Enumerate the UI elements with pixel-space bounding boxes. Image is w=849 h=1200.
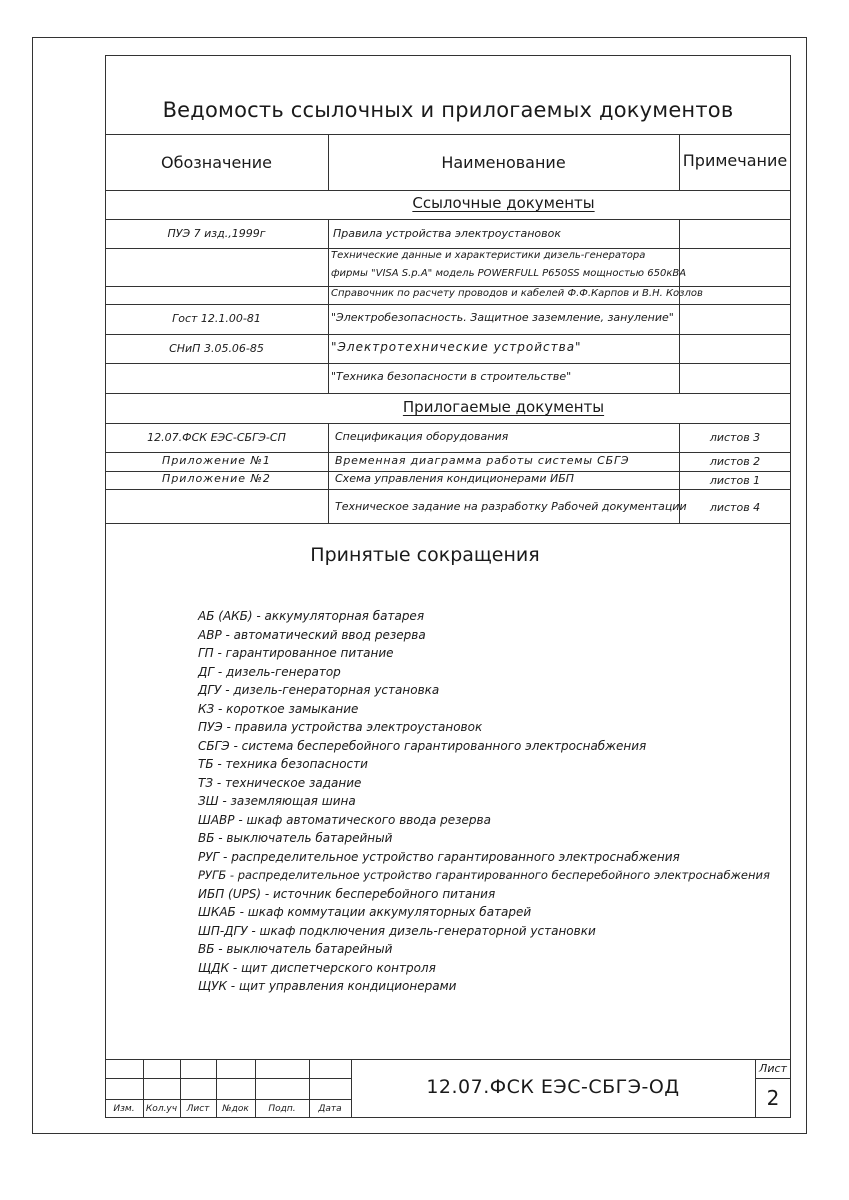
rule-row	[105, 363, 791, 364]
abbreviation-item: ПУЭ - правила устройства электроустановок	[198, 720, 483, 734]
abbreviation-item: ДГ - дизель-генератор	[198, 664, 341, 679]
ref-row-2-name-line1: Технические данные и характеристики дизель-генератора	[331, 250, 646, 261]
stamp-top-rule	[105, 1059, 791, 1060]
abbreviation-item: ИБП (UPS) - источник бесперебойного питания	[198, 886, 496, 901]
abbreviation-item: ТБ - техника безопасности	[198, 757, 368, 771]
column-header-note: Примечание	[682, 151, 788, 170]
section-referenced-documents: Ссылочные документы	[412, 194, 595, 212]
stamp-label-change: Изм.	[113, 1104, 135, 1114]
abbreviation-item: ЗШ - заземляющая шина	[198, 794, 356, 808]
att-row-3-name: Схема управления кондиционерами ИБП	[335, 472, 575, 485]
stamp-label-date: Дата	[318, 1104, 342, 1114]
section-attached-documents: Прилогаемые документы	[402, 398, 605, 416]
att-row-3-note: листов 1	[709, 474, 761, 487]
att-row-4-note: листов 4	[709, 501, 761, 514]
sheet-number: 2	[766, 1086, 780, 1110]
att-row-2-designation: Приложение №1	[162, 454, 271, 467]
ref-row-5-designation: СНиП 3.05.06-85	[169, 342, 264, 355]
rule-section1-bottom	[105, 219, 791, 220]
ref-row-1-designation: ПУЭ 7 изд.,1999г	[167, 227, 266, 240]
abbreviation-item: РУГБ - распределительное устройство гарантированного бесперебойного электроснабжения	[198, 868, 770, 882]
rule-row	[105, 393, 791, 394]
att-row-4-name: Техническое задание на разработку Рабочей документации	[335, 500, 687, 513]
column-header-name: Наименование	[441, 153, 566, 172]
rule-row	[105, 452, 791, 453]
rule-row	[105, 489, 791, 490]
abbreviations-list	[198, 607, 770, 996]
abbreviation-item: ШП-ДГУ - шкаф подключения дизель-генераторной установки	[198, 923, 596, 938]
rule-row	[105, 248, 791, 249]
abbreviation-item: СБГЭ - система бесперебойного гарантированного электроснабжения	[198, 738, 647, 753]
stamp-grid-rule	[105, 1078, 351, 1079]
abbreviation-item: ВБ - выключатель батарейный	[198, 831, 393, 845]
abbreviation-item: РУГ - распределительное устройство гарантированного электроснабжения	[198, 849, 680, 864]
col-sep-1	[328, 423, 329, 523]
rule-table-bottom	[105, 523, 791, 524]
abbreviation-item: ВБ - выключатель батарейный	[198, 942, 393, 956]
stamp-label-count: Кол.уч	[145, 1104, 178, 1114]
abbreviation-item: ЩУК - щит управления кондиционерами	[198, 979, 457, 993]
ref-row-6-name: "Техника безопасности в строительстве"	[331, 370, 572, 383]
abbreviation-item: ГП - гарантированное питание	[198, 646, 394, 660]
ref-row-1-name: Правила устройства электроустановок	[333, 227, 561, 240]
att-row-1-note: листов 3	[709, 431, 761, 444]
stamp-grid-rule	[105, 1099, 351, 1100]
abbreviation-item: АВР - автоматический ввод резерва	[198, 627, 426, 642]
abbreviation-item: ДГУ - дизель-генераторная установка	[198, 683, 440, 697]
document-code: 12.07.ФСК ЕЭС-СБГЭ-ОД	[426, 1076, 680, 1098]
ref-row-2-name-line2: фирмы "VISA S.p.A" модель POWERFULL P650SS мощностью 650кВА	[331, 268, 687, 279]
rule-title-bottom	[105, 134, 791, 135]
att-row-2-note: листов 2	[709, 455, 761, 468]
att-row-2-name: Временная диаграмма работы системы СБГЭ	[335, 454, 630, 467]
abbreviation-item: АБ (АКБ) - аккумуляторная батарея	[198, 609, 425, 623]
ref-row-3-name: Справочник по расчету проводов и кабелей Ф.Ф.Карпов и В.Н. Козлов	[331, 288, 703, 299]
abbreviation-item: ТЗ - техническое задание	[198, 775, 362, 790]
abbreviation-item: КЗ - короткое замыкание	[198, 701, 359, 716]
sheet-label: Лист	[759, 1062, 787, 1075]
abbreviation-item: ШКАБ - шкаф коммутации аккумуляторных батарей	[198, 905, 532, 919]
sheet-box-rule	[755, 1078, 791, 1079]
att-row-1-designation: 12.07.ФСК ЕЭС-СБГЭ-СП	[147, 431, 286, 444]
stamp-label-signature: Подп.	[268, 1104, 296, 1114]
att-row-3-designation: Приложение №2	[162, 472, 271, 485]
column-header-designation: Обозначение	[160, 153, 273, 172]
ref-row-5-name: "Электротехнические устройства"	[331, 340, 582, 354]
col-sep-1	[328, 219, 329, 393]
rule-row	[105, 334, 791, 335]
rule-row	[105, 304, 791, 305]
rule-row	[105, 286, 791, 287]
abbreviation-item: ЩДК - щит диспетчерского контроля	[198, 960, 436, 975]
document-title: Ведомость ссылочных и прилогаемых документов	[162, 98, 734, 122]
ref-row-4-name: "Электробезопасность. Защитное заземление, зануление"	[331, 311, 674, 324]
abbreviation-item: ШАВР - шкаф автоматического ввода резерва	[198, 812, 491, 827]
rule-header-bottom	[105, 190, 791, 191]
rule-section2-top	[105, 423, 791, 424]
att-row-1-name: Спецификация оборудования	[335, 430, 509, 443]
ref-row-4-designation: Гост 12.1.00-81	[172, 312, 261, 325]
abbreviations-title: Принятые сокращения	[310, 544, 540, 566]
stamp-label-doc-number: №док	[222, 1104, 249, 1114]
stamp-label-sheet: Лист	[186, 1104, 210, 1114]
col-sep-2	[679, 219, 680, 393]
